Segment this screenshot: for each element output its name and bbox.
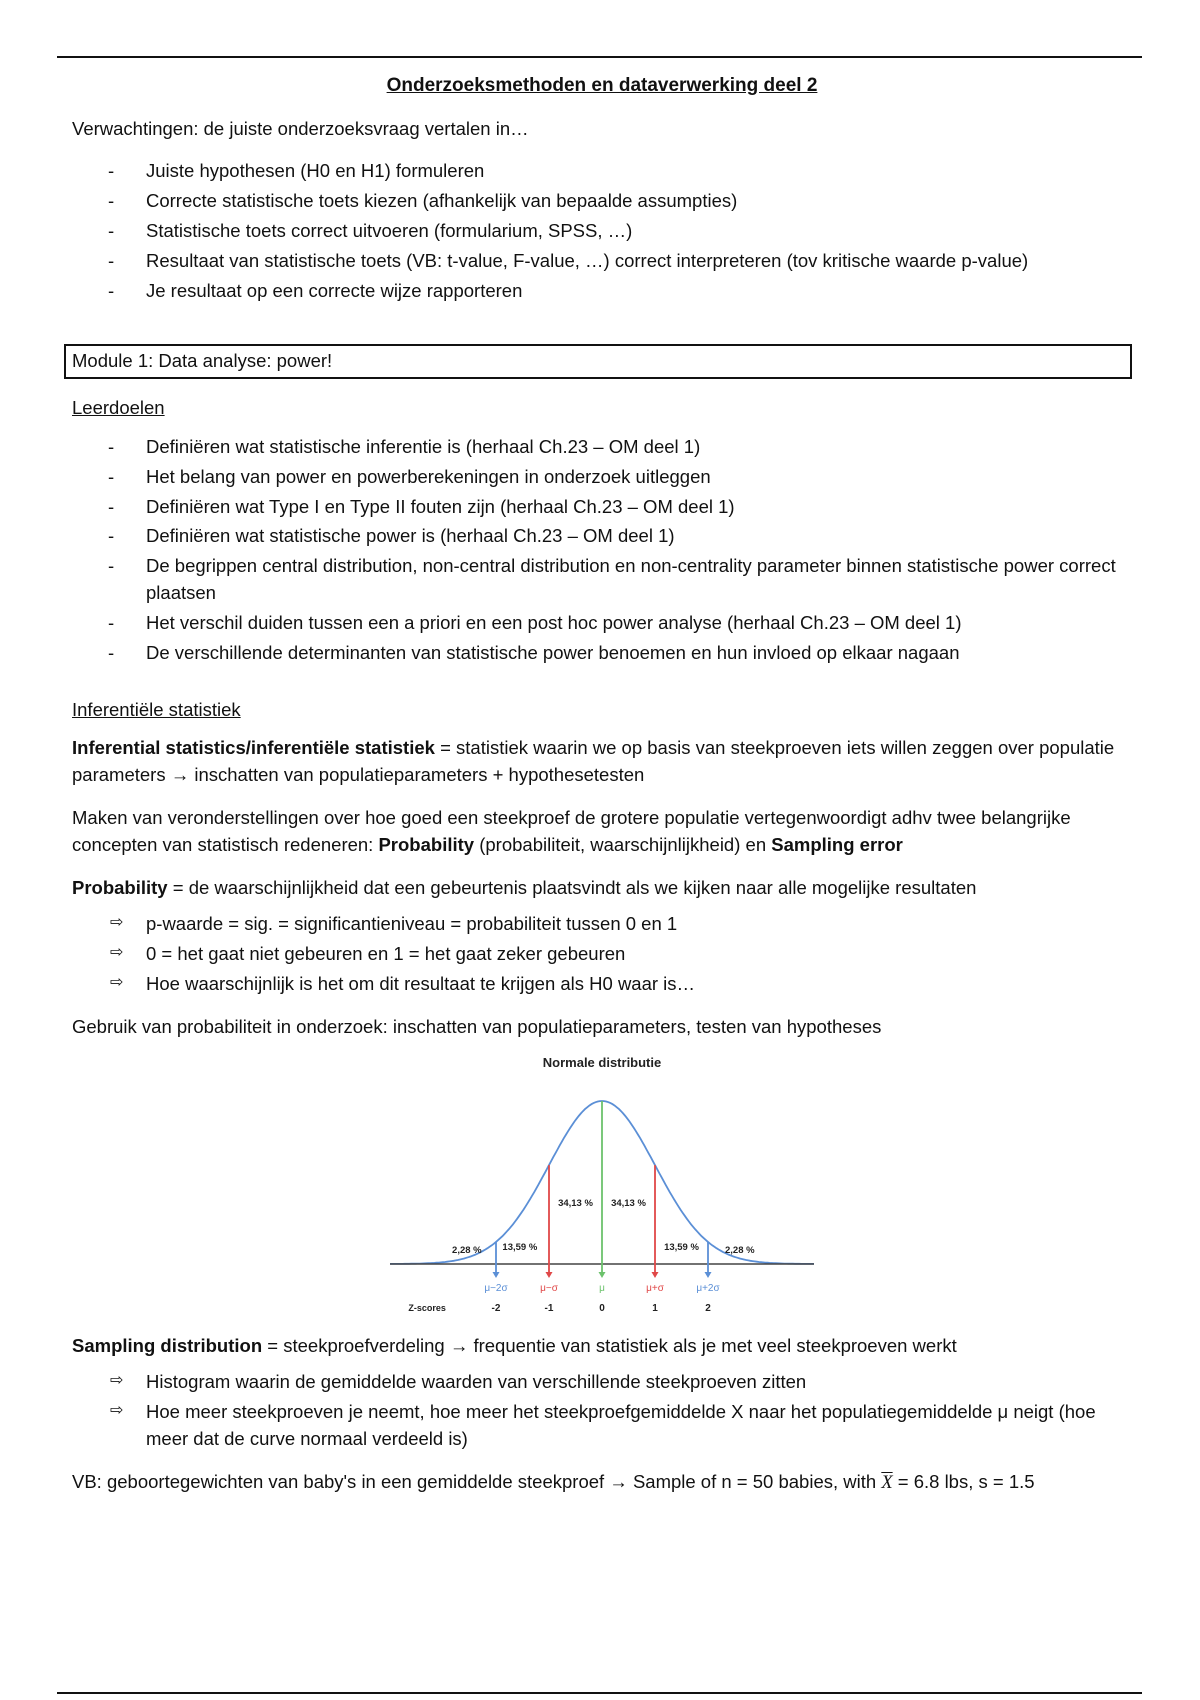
document-title: Onderzoeksmethoden en dataverwerking deel 2: [386, 75, 818, 96]
marker-arrow: [705, 1272, 712, 1278]
list-item: ⇨ p-waarde = sig. = significantieniveau = probabiliteit tussen 0 en 1: [110, 913, 678, 935]
leerdoelen-heading: Leerdoelen: [72, 397, 165, 419]
tick-label: -1: [544, 1302, 554, 1314]
list-item: ⇨ 0 = het gaat niet gebeuren en 1 = het gaat zeker gebeuren: [110, 943, 626, 965]
document-page: [72, 72, 1132, 1513]
example-paragraph: VB: geboortegewichten van baby's in een gemiddelde steekproef → Sample of n = 50 babies, with $\overline{X} = 6.8$ lbs, s = 1.5: [72, 1470, 1035, 1493]
intro-text: Verwachtingen: de juiste onderzoeksvraag vertalen in…: [72, 117, 529, 139]
tick-label: -2: [491, 1302, 501, 1314]
region-percent-label: 13,59 %: [502, 1241, 538, 1253]
probability-list: [72, 911, 1132, 997]
list-item: ⇨ Hoe meer steekproeven je neemt, hoe meer het steekproefgemiddelde X naar het populatiegemiddelde μ neigt (hoe meer dat de curve normaal verdeeld is): [110, 1401, 1096, 1450]
chart-title: Normale distributie: [542, 1054, 662, 1070]
arrow-icon: ⇨: [110, 974, 124, 992]
list-item: - Juiste hypothesen (H0 en H1) formuleren: [108, 160, 485, 182]
usage-paragraph: Gebruik van probabiliteit in onderzoek: inschatten van populatieparameters, testen van hypotheses: [72, 1015, 882, 1037]
marker-label: μ+σ: [646, 1282, 664, 1294]
inferential-definition: Inferential statistics/inferentiële statistiek = statistiek waarin we op basis van steekproeven iets willen zeggen over populatie parameters → inschatten van populatieparameters + hypothesetesten: [72, 737, 1115, 786]
marker-arrow: [599, 1272, 606, 1278]
list-item: ⇨ Histogram waarin de gemiddelde waarden van verschillende steekproeven zitten: [110, 1371, 807, 1393]
region-percent-label: 34,13 %: [611, 1197, 646, 1209]
region-percent-label: 2,28 %: [725, 1244, 755, 1256]
tick-label: 0: [599, 1302, 605, 1314]
list-item: ⇨ Hoe waarschijnlijk is het om dit resultaat te krijgen als H0 waar is…: [110, 973, 696, 995]
region-percent-label: 2,28 %: [452, 1244, 482, 1256]
bottom-rule: [57, 1692, 1142, 1694]
leerdoelen-list: [72, 434, 1132, 667]
sampling-definition: Sampling distribution = steekproefverdeling → frequentie van statistiek als je met veel steekproeven werkt: [72, 1334, 957, 1356]
assumptions-paragraph: Maken van veronderstellingen over hoe goed een steekproef de grotere populatie vertegenwoordigt adhv twee belangrijke concepten van statistisch redeneren: Probability (probabiliteit, waarschijnlijkheid) en Sampling error: [72, 806, 1071, 855]
list-item: - Het belang van power en powerberekeningen in onderzoek uitleggen: [108, 465, 711, 487]
list-item: - Het verschil duiden tussen een a priori en een post hoc power analyse (herhaal Ch.23 – OM deel 1): [108, 611, 962, 633]
arrow-icon: ⇨: [110, 914, 124, 932]
arrow-icon: ⇨: [110, 1402, 124, 1420]
list-item: - De verschillende determinanten van statistische power benoemen en hun invloed op elkaar nagaan: [108, 641, 960, 663]
marker-label: μ−2σ: [484, 1282, 508, 1294]
list-item: - Definiëren wat statistische inferentie is (herhaal Ch.23 – OM deel 1): [108, 436, 701, 458]
module-title-box: Module 1: Data analyse: power!: [64, 344, 1132, 379]
region-percent-label: 13,59 %: [664, 1241, 699, 1253]
probability-definition: Probability = de waarschijnlijkheid dat een gebeurtenis plaatsvindt als we kijken naar alle mogelijke resultaten: [72, 876, 977, 898]
arrow-icon: ⇨: [110, 1372, 124, 1390]
top-rule: [57, 56, 1142, 58]
list-item: - Definiëren wat statistische power is (herhaal Ch.23 – OM deel 1): [108, 525, 675, 547]
region-percent-label: 34,13 %: [558, 1197, 593, 1209]
sampling-list: [72, 1369, 1132, 1452]
marker-label: μ+2σ: [696, 1282, 720, 1294]
list-item: - De begrippen central distribution, non-central distribution en non-centrality parameter binnen statistische power correct plaatsen: [108, 555, 1116, 604]
list-item: - Correcte statistische toets kiezen (afhankelijk van bepaalde assumpties): [108, 190, 738, 212]
list-item: - Definiëren wat Type I en Type II fouten zijn (herhaal Ch.23 – OM deel 1): [108, 495, 735, 517]
list-item: - Resultaat van statistische toets (VB: t-value, F-value, …) correct interpreteren (tov kritische waarde p-value): [108, 249, 1029, 271]
arrow-icon: ⇨: [110, 944, 124, 962]
marker-arrow: [652, 1272, 659, 1278]
expectations-list: [72, 158, 1132, 304]
list-item: - Statistische toets correct uitvoeren (formularium, SPSS, …): [108, 219, 633, 241]
inferentiele-heading: Inferentiële statistiek: [72, 698, 241, 720]
marker-label: μ: [599, 1282, 605, 1294]
marker-arrow: [493, 1272, 500, 1278]
tick-label: 2: [705, 1302, 711, 1314]
marker-arrow: [546, 1272, 553, 1278]
normal-distribution-chart: [382, 1049, 822, 1319]
list-item: - Je resultaat op een correcte wijze rapporteren: [108, 279, 523, 301]
marker-label: μ−σ: [540, 1282, 558, 1294]
tick-label: 1: [652, 1302, 658, 1314]
x-bar-symbol: $\overline{X}$: [881, 1472, 893, 1493]
x-axis-label: Z-scores: [408, 1302, 446, 1313]
chart-container: [72, 1049, 1132, 1319]
